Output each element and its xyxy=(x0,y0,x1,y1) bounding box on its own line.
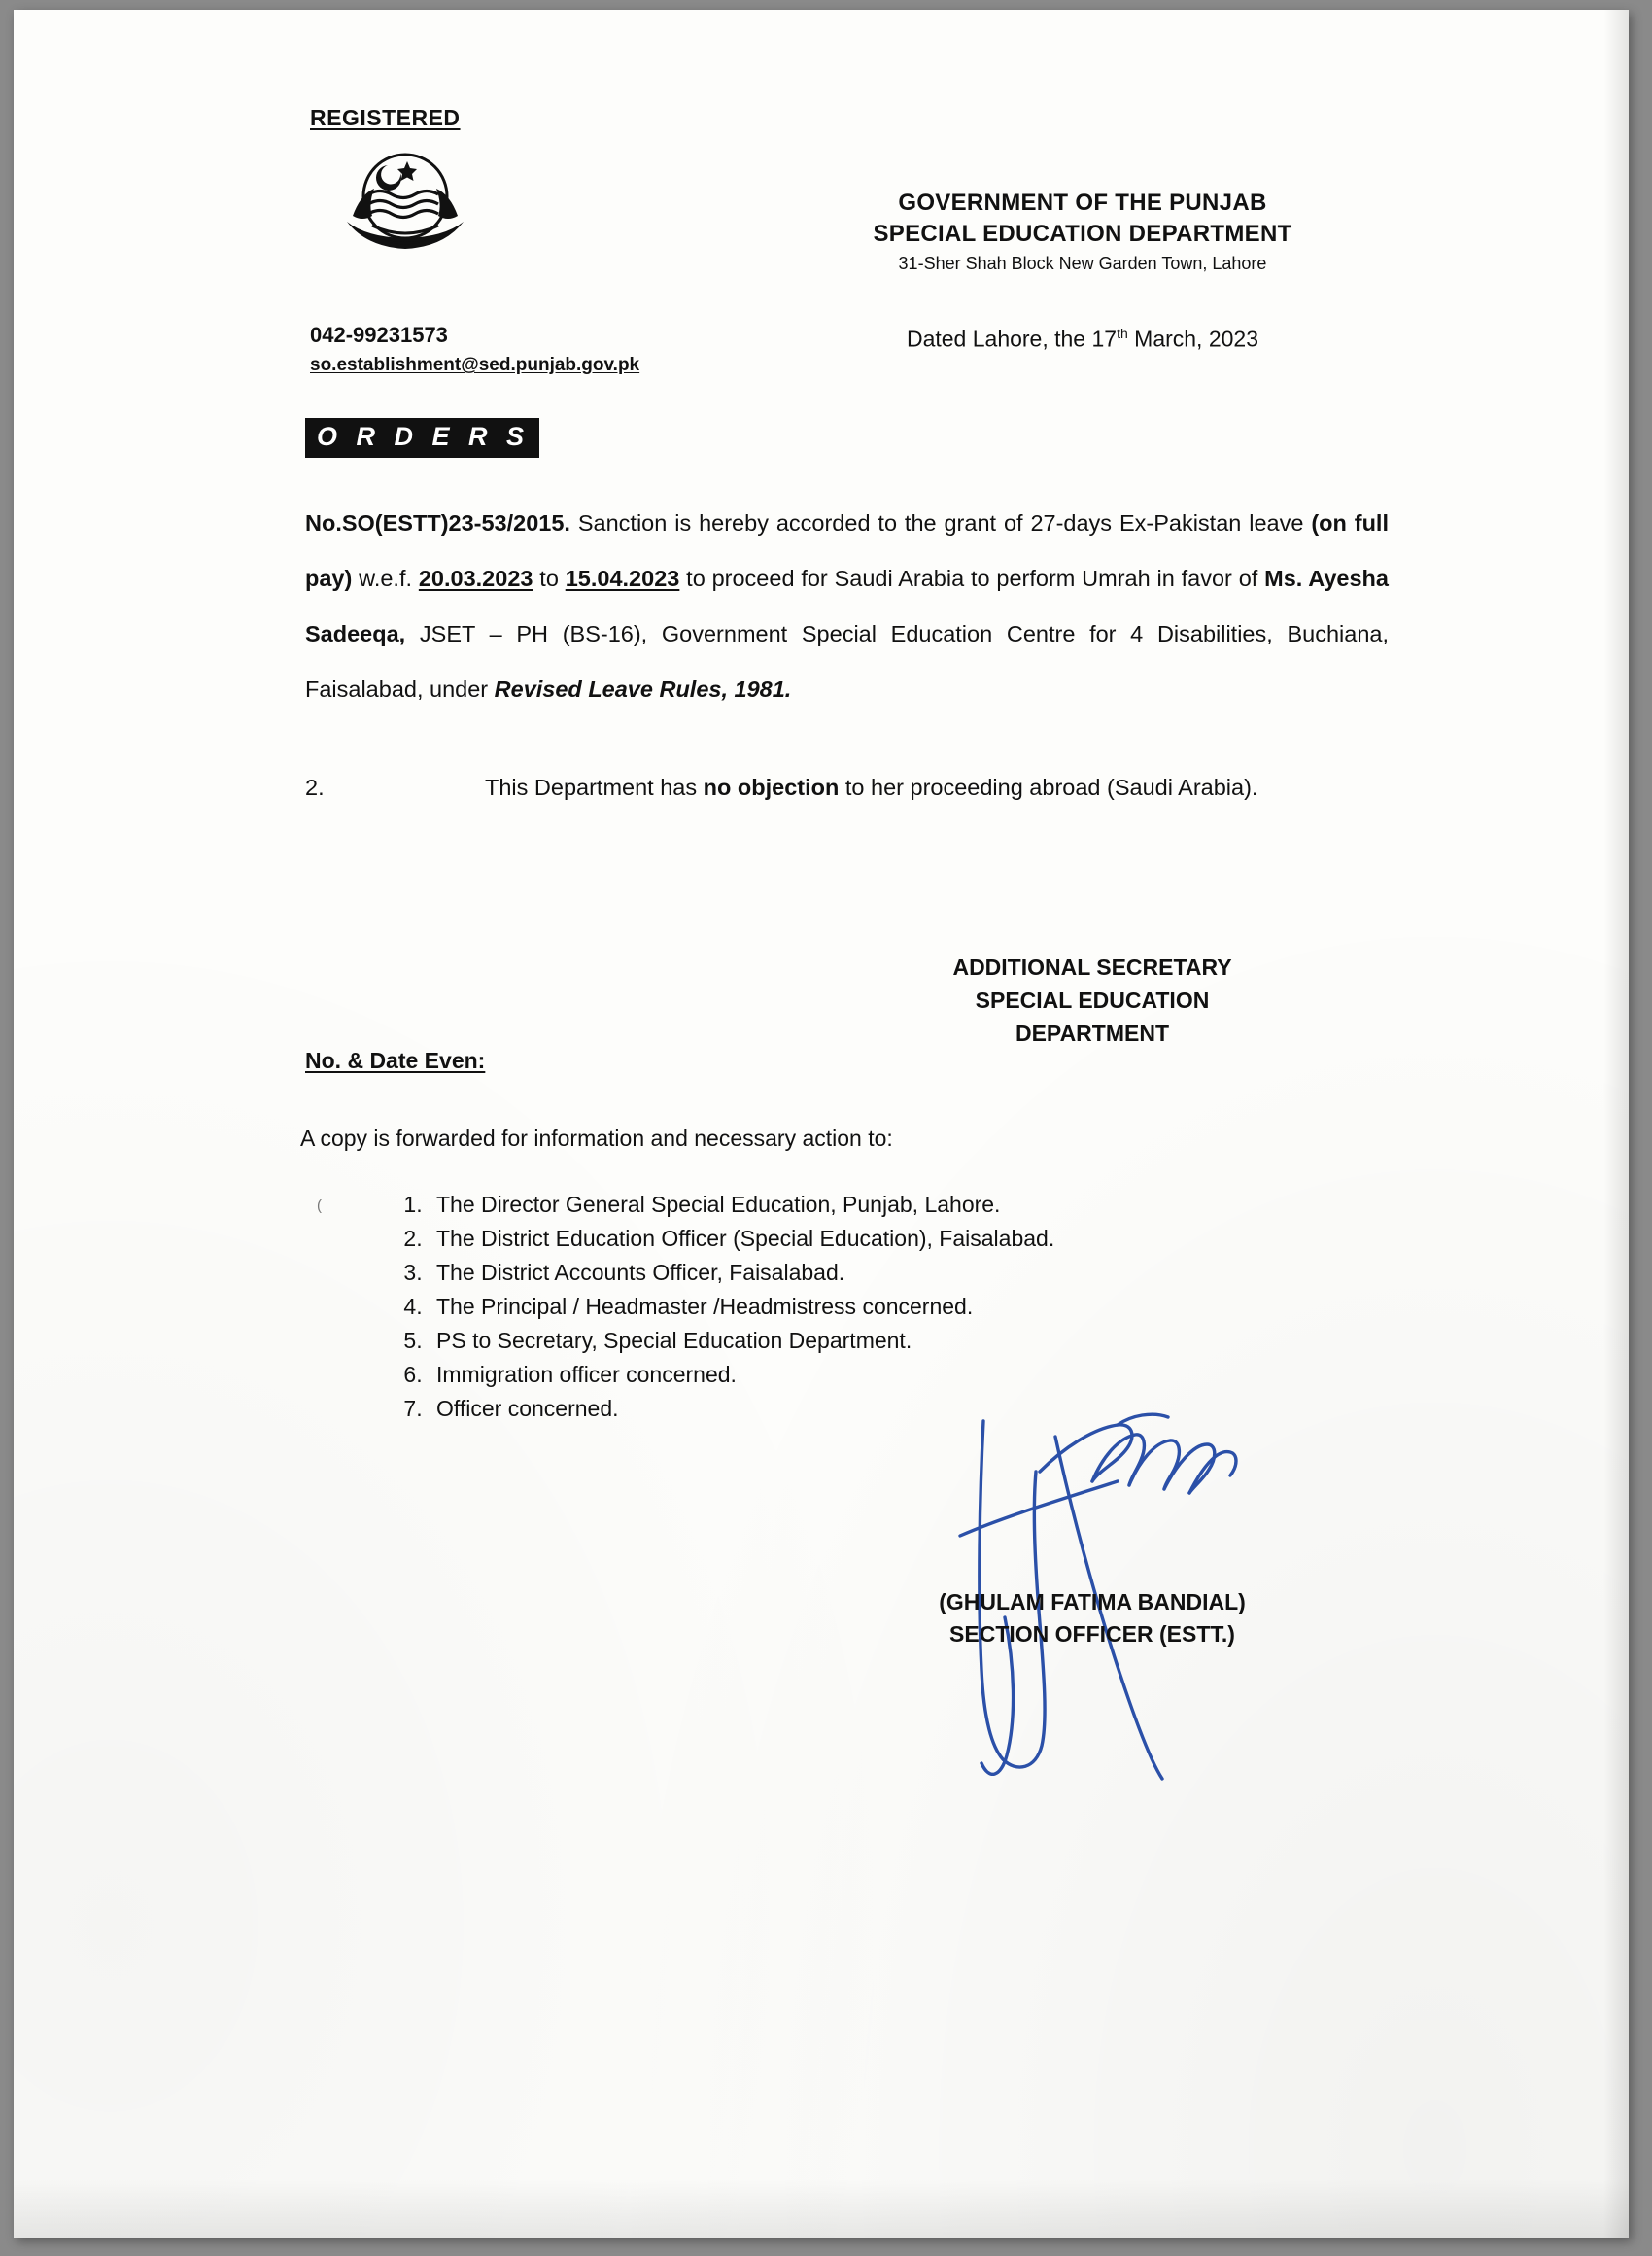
no-objection-emphasis: no objection xyxy=(703,775,840,800)
leave-rules-reference: Revised Leave Rules, 1981. xyxy=(494,677,792,702)
no-objection-text-a: This Department has xyxy=(485,775,704,800)
order-paragraph-2 xyxy=(305,760,1389,816)
order-text-segment-4: to proceed for Saudi Arabia to perform Umrah in favor of xyxy=(679,566,1265,591)
department-name: SPECIAL EDUCATION DEPARTMENT xyxy=(873,221,1292,247)
authority-line-2: SPECIAL EDUCATION xyxy=(975,988,1210,1013)
dated-prefix: Dated Lahore, the 17 xyxy=(906,326,1118,352)
order-paragraph-1 xyxy=(305,496,1389,717)
list-item: 7. Officer concerned. xyxy=(429,1392,1054,1426)
punjab-government-emblem-icon xyxy=(318,146,493,258)
no-and-date-even-label: No. & Date Even: xyxy=(305,1048,486,1073)
issuing-authority-block xyxy=(820,951,1364,1050)
order-text-segment-1: Sanction is hereby accorded to the grant of 27-days Ex-Pakistan leave xyxy=(569,510,1312,536)
department-address: 31-Sher Shah Block New Garden Town, Lahore xyxy=(898,254,1267,273)
list-item: 4. The Principal / Headmaster /Headmistress concerned. xyxy=(429,1290,1054,1324)
orders-banner: O R D E R S xyxy=(305,418,539,458)
document-page xyxy=(14,10,1629,2238)
order-text-segment-3: to xyxy=(533,566,566,591)
list-item: 1. The Director General Special Education, Punjab, Lahore. xyxy=(429,1188,1054,1222)
scan-edge-shading-right xyxy=(1603,10,1629,2238)
government-name: GOVERNMENT OF THE PUNJAB xyxy=(898,190,1267,216)
government-heading xyxy=(752,190,1413,274)
signer-name: (GHULAM FATIMA BANDIAL) xyxy=(939,1589,1246,1614)
paragraph-2-number: 2. xyxy=(305,775,325,800)
pay-status: (on full pay) xyxy=(305,510,1389,591)
list-item: 2. The District Education Officer (Special Education), Faisalabad. xyxy=(429,1222,1054,1256)
dated-rest: March, 2023 xyxy=(1127,326,1259,352)
authority-line-1: ADDITIONAL SECRETARY xyxy=(952,954,1232,980)
authority-line-3: DEPARTMENT xyxy=(1015,1021,1169,1046)
contact-phone: 042-99231573 xyxy=(310,323,448,347)
registered-label: REGISTERED xyxy=(310,105,461,130)
leave-start-date: 20.03.2023 xyxy=(418,566,533,591)
file-number: No.SO(ESTT)23-53/2015. xyxy=(305,510,570,536)
order-text-segment-2: w.e.f. xyxy=(352,566,419,591)
order-text-segment-5: JSET – PH (BS-16), Government Special Education Centre for 4 Disabilities, Buchiana, Faisalabad, under xyxy=(305,621,1389,702)
employee-name: Ms. Ayesha Sadeeqa, xyxy=(305,566,1389,646)
signer-designation: SECTION OFFICER (ESTT.) xyxy=(949,1621,1235,1647)
list-item: 6. Immigration officer concerned. xyxy=(429,1358,1054,1392)
dated-line xyxy=(752,326,1413,353)
list-item: 5. PS to Secretary, Special Education Department. xyxy=(429,1324,1054,1358)
list-item: 3. The District Accounts Officer, Faisalabad. xyxy=(429,1256,1054,1290)
dated-ordinal: th xyxy=(1117,326,1128,341)
leave-end-date: 15.04.2023 xyxy=(565,566,680,591)
copy-forwarded-text: A copy is forwarded for information and necessary action to: xyxy=(300,1126,893,1151)
no-objection-text-b: to her proceeding abroad (Saudi Arabia). xyxy=(839,775,1258,800)
scan-edge-shading-bottom xyxy=(14,2179,1629,2238)
distribution-list xyxy=(378,1188,1054,1426)
contact-email: so.establishment@sed.punjab.gov.pk xyxy=(310,355,640,375)
stray-pen-mark: ( xyxy=(317,1197,322,1214)
signer-block xyxy=(820,1586,1364,1650)
